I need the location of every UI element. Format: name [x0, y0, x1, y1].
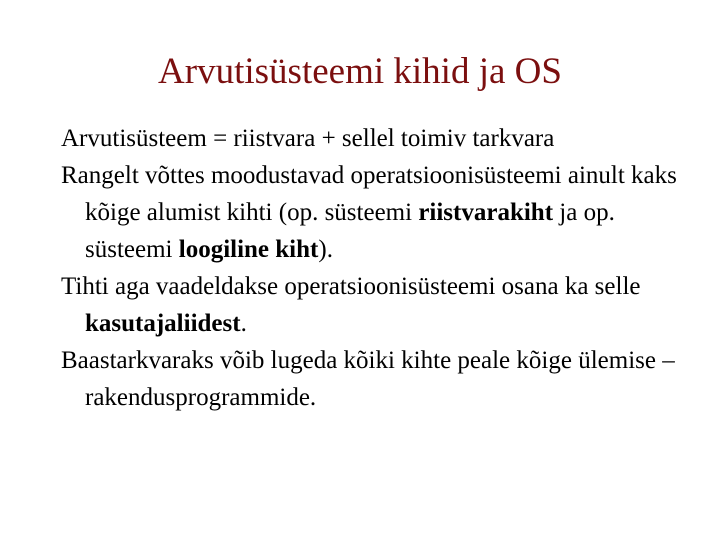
bold-term-kasutajaliidest: kasutajaliidest — [85, 310, 241, 337]
paragraph-3 — [61, 268, 681, 342]
text-segment: . — [240, 310, 247, 337]
bold-term-loogiline-kiht: loogiline kiht — [178, 236, 319, 263]
paragraph-1 — [61, 120, 681, 157]
text-segment: Tihti aga vaadeldakse operatsioonisüsteemi osana ka selle — [61, 273, 641, 300]
paragraph-4 — [61, 342, 681, 416]
text-segment: Arvutisüsteem = riistvara + sellel toimiv tarkvara — [61, 125, 555, 152]
slide-title: Arvutisüsteemi kihid ja OS — [158, 51, 562, 92]
paragraph-2 — [61, 157, 681, 268]
text-segment: ja op. süsteemi — [85, 199, 615, 263]
text-segment: Rangelt võttes moodustavad operatsioonisüsteemi ainult kaks kõige alumist kihti (op. süsteemi — [61, 162, 677, 226]
text-segment: Baastarkvaraks võib lugeda kõiki kihte peale kõige ülemise – rakendusprogrammide. — [61, 347, 675, 411]
slide-body — [61, 120, 681, 416]
bold-term-riistvarakiht: riistvarakiht — [418, 199, 554, 226]
text-segment: ). — [318, 236, 333, 263]
